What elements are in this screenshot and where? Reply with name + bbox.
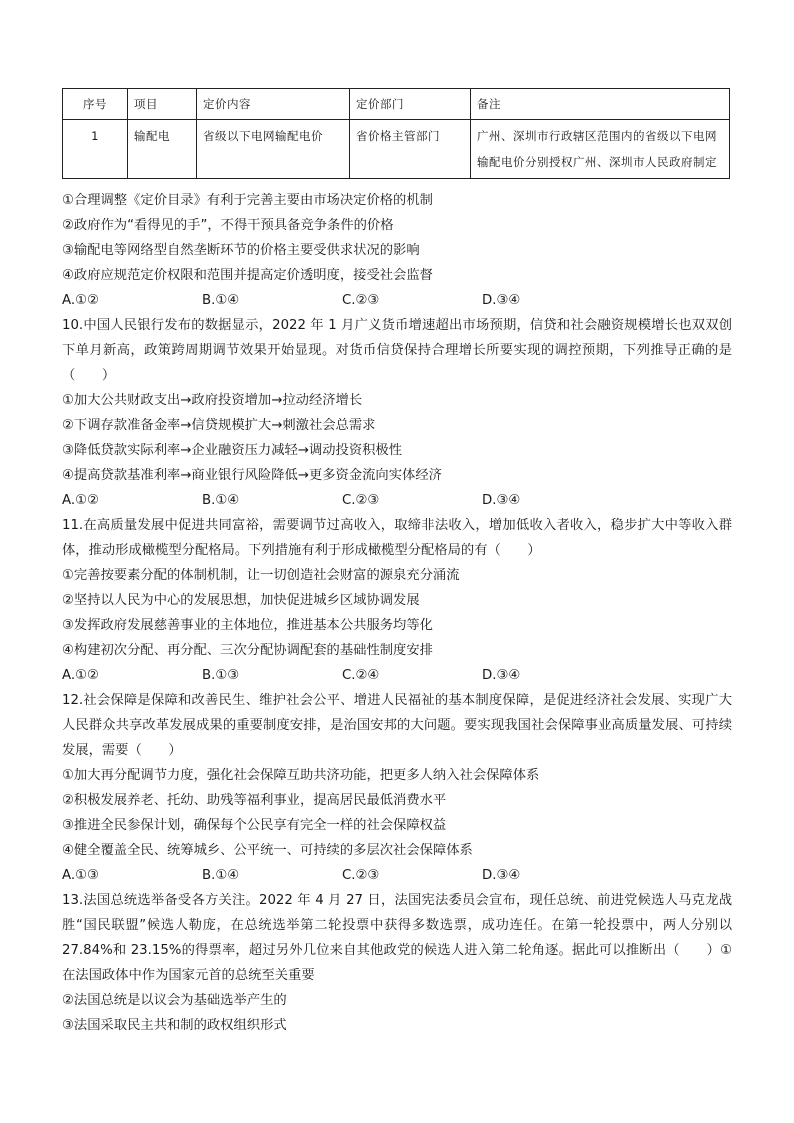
- q9-block: [62, 188, 732, 313]
- q12-option-d[interactable]: D.③④: [482, 868, 521, 883]
- q12-stem: 12.社会保障是保障和改善民生、维护社会公平、增进人民福祉的基本制度保障，是促进经济社会发展、实现广大人民群众共享改革发展成果的重要制度安排，是治国安邦的大问题。要实现我国社会保障事业高质量发展、可持续发展，需要（ ）: [62, 693, 732, 758]
- cell-num: 1: [63, 120, 128, 179]
- q11-statement-1: ①完善按要素分配的体制机制，让一切创造社会财富的源泉充分涌流: [62, 568, 460, 583]
- q12-statement-2: ②积极发展养老、托幼、助残等福利事业，提高居民最低消费水平: [62, 793, 447, 808]
- q10-options: [62, 488, 732, 513]
- table-header-row: [63, 89, 730, 120]
- q10-stem: 10.中国人民银行发布的数据显示，2022 年 1 月广义货币增速超出市场预期，信贷和社会融资规模增长也双双创下单月新高，政策跨周期调节效果开始显现。对货币信贷保持合理增长所要实现的调控预期，下列推导正确的是（ ）: [62, 318, 732, 383]
- q11-stem: 11.在高质量发展中促进共同富裕，需要调节过高收入，取缔非法收入，增加低收入者收入，稳步扩大中等收入群体，推动形成橄榄型分配格局。下列措施有利于形成橄榄型分配格局的有（ ）: [62, 518, 732, 558]
- q13-block: [62, 888, 732, 1038]
- pricing-table: [62, 88, 730, 179]
- cell-note: 广州、深圳市行政辖区范围内的省级以下电网输配电价分别授权广州、深圳市人民政府制定: [471, 120, 730, 179]
- header-content: 定价内容: [197, 89, 350, 120]
- header-item: 项目: [128, 89, 197, 120]
- q9-statement-3: ③输配电等网络型自然垄断环节的价格主要受供求状况的影响: [62, 243, 420, 258]
- q11-statement-4: ④构建初次分配、再分配、三次分配协调配套的基础性制度安排: [62, 643, 433, 658]
- q10-block: [62, 313, 732, 513]
- header-dept: 定价部门: [350, 89, 471, 120]
- q9-option-d[interactable]: D.③④: [482, 293, 521, 308]
- q10-statement-4: ④提高贷款基准利率→商业银行风险降低→更多资金流向实体经济: [62, 468, 442, 483]
- q11-statement-2: ②坚持以人民为中心的发展思想，加快促进城乡区域协调发展: [62, 593, 420, 608]
- table-row: [63, 120, 730, 179]
- q11-options: [62, 663, 732, 688]
- q12-block: [62, 688, 732, 888]
- cell-content: 省级以下电网输配电价: [197, 120, 350, 179]
- q11-option-a[interactable]: A.①②: [62, 668, 99, 683]
- q10-option-a[interactable]: A.①②: [62, 493, 99, 508]
- q10-statement-2: ②下调存款准备金率→信贷规模扩大→刺激社会总需求: [62, 418, 376, 433]
- q11-option-b[interactable]: B.①③: [202, 668, 240, 683]
- q10-statement-3: ③降低贷款实际利率→企业融资压力减轻→调动投资积极性: [62, 443, 403, 458]
- q9-statement-2: ②政府作为“看得见的手”，不得干预具备竞争条件的价格: [62, 218, 394, 233]
- q12-option-a[interactable]: A.①③: [62, 868, 99, 883]
- q11-block: [62, 513, 732, 688]
- q10-option-d[interactable]: D.③④: [482, 493, 521, 508]
- q10-option-c[interactable]: C.②③: [342, 493, 380, 508]
- q12-statement-3: ③推进全民参保计划，确保每个公民享有完全一样的社会保障权益: [62, 818, 447, 833]
- q10-statement-1: ①加大公共财政支出→政府投资增加→拉动经济增长: [62, 393, 363, 408]
- q9-option-a[interactable]: A.①②: [62, 293, 99, 308]
- q9-statement-4: ④政府应规范定价权限和范围并提高定价透明度，接受社会监督: [62, 268, 433, 283]
- q13-stem: 13.法国总统选举备受各方关注。2022 年 4 月 27 日，法国宪法委员会宣布，现任总统、前进党候选人马克龙战胜“国民联盟”候选人勒庞，在总统选举第二轮投票中获得多数选票，成功连任。在第一轮投票中，两人分别以 27.84%和 23.15%的得票率，超过另外几位来自其他政党的候选人进入第二轮角逐。据此可以推断出（ ）①在法国政体中作为国家元首的总统至关重要: [62, 893, 732, 983]
- cell-dept: 省价格主管部门: [350, 120, 471, 179]
- q11-option-d[interactable]: D.③④: [482, 668, 521, 683]
- q10-option-b[interactable]: B.①④: [202, 493, 240, 508]
- q9-statement-1: ①合理调整《定价目录》有利于完善主要由市场决定价格的机制: [62, 193, 433, 208]
- questions: [62, 188, 732, 1038]
- q9-options: [62, 288, 732, 313]
- q12-options: [62, 863, 732, 888]
- q11-option-c[interactable]: C.②④: [342, 668, 380, 683]
- cell-item: 输配电: [128, 120, 197, 179]
- q13-statement-2: ②法国总统是以议会为基础选举产生的: [62, 993, 287, 1008]
- q13-statement-3: ③法国采取民主共和制的政权组织形式: [62, 1018, 287, 1033]
- q9-option-b[interactable]: B.①④: [202, 293, 240, 308]
- header-num: 序号: [63, 89, 128, 120]
- header-note: 备注: [471, 89, 730, 120]
- q12-statement-1: ①加大再分配调节力度，强化社会保障互助共济功能，把更多人纳入社会保障体系: [62, 768, 540, 783]
- q9-option-c[interactable]: C.②③: [342, 293, 380, 308]
- q12-statement-4: ④健全覆盖全民、统筹城乡、公平统一、可持续的多层次社会保障体系: [62, 843, 473, 858]
- q11-statement-3: ③发挥政府发展慈善事业的主体地位，推进基本公共服务均等化: [62, 618, 433, 633]
- q12-option-c[interactable]: C.②③: [342, 868, 380, 883]
- q12-option-b[interactable]: B.①④: [202, 868, 240, 883]
